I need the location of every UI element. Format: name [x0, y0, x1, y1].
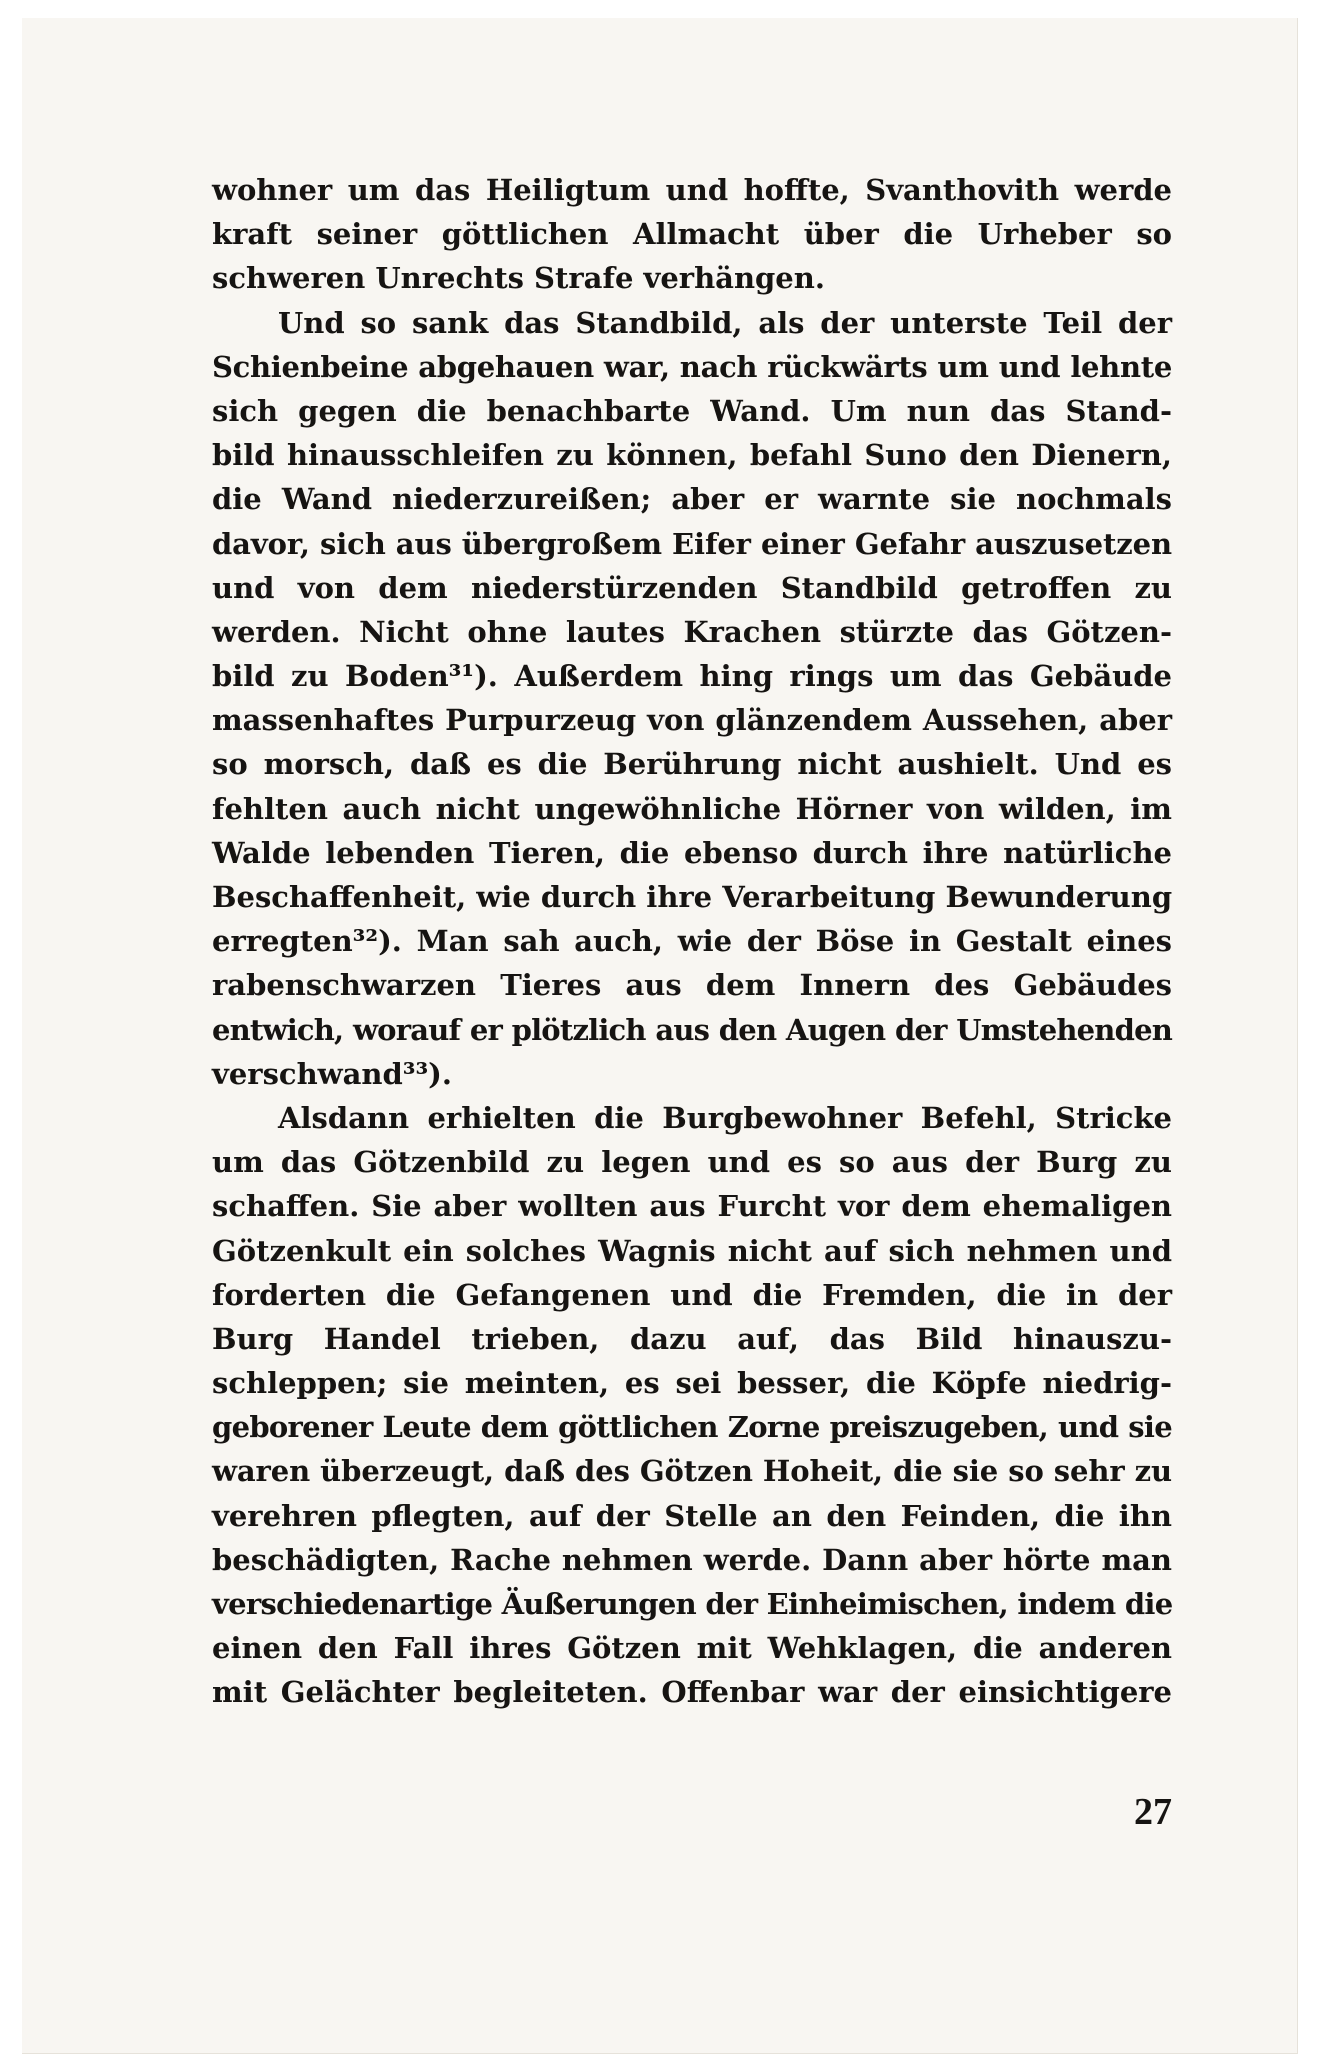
text-line: waren überzeugt, daß des Götzen Hoheit, die sie so sehr zu	[212, 1454, 1172, 1489]
text-line: Beschaffenheit, wie durch ihre Verarbeitung Bewunderung	[212, 880, 1173, 914]
text-line: schweren Unrechts Strafe verhängen.	[212, 261, 825, 296]
text-line: und von dem niederstürzenden Standbild getroffen zu	[212, 570, 1172, 605]
text-line: erregten³²). Man sah auch, wie der Böse in Gestalt eines	[212, 924, 1172, 959]
text-line: verehren pflegten, auf der Stelle an den Feinden, die ihn	[212, 1498, 1172, 1533]
text-line: um das Götzenbild zu legen und es so aus der Burg zu	[212, 1145, 1172, 1180]
text-line: Götzenkult ein solches Wagnis nicht auf sich nehmen und	[212, 1233, 1172, 1268]
text-line: fehlten auch nicht ungewöhnliche Hörner von wilden, im	[212, 791, 1172, 826]
text-line: beschädigten, Rache nehmen werde. Dann aber hörte man	[212, 1542, 1172, 1577]
text-line: mit Gelächter begleiteten. Offenbar war der einsichtigere	[212, 1675, 1172, 1710]
text-line: Walde lebenden Tieren, die ebenso durch ihre natürliche	[212, 835, 1172, 870]
paragraph-1	[212, 168, 1172, 301]
text-line: die Wand niederzureißen; aber er warnte sie nochmals	[212, 482, 1172, 517]
text-line: schleppen; sie meinten, es sei besser, die Köpfe niedrig-	[212, 1366, 1172, 1401]
text-line: verschiedenartige Äußerungen der Einheimischen, indem die	[212, 1587, 1173, 1621]
text-line: rabenschwarzen Tieres aus dem Innern des Gebäudes	[212, 968, 1172, 1003]
text-line: davor, sich aus übergroßem Eifer einer Gefahr auszusetzen	[212, 526, 1172, 561]
paragraph-3	[212, 1096, 1172, 1715]
paragraph-2	[212, 301, 1172, 1096]
text-line: entwich, worauf er plötzlich aus den Augen der Umstehenden	[212, 1012, 1172, 1047]
text-line: werden. Nicht ohne lautes Krachen stürzte das Götzen-	[212, 614, 1172, 649]
text-line: so morsch, daß es die Berührung nicht aushielt. Und es	[212, 747, 1172, 782]
text-line: wohner um das Heiligtum und hoffte, Svanthovith werde	[212, 173, 1172, 207]
text-line: kraft seiner göttlichen Allmacht über die Urheber so	[212, 217, 1172, 252]
text-line: verschwand³³).	[212, 1056, 452, 1091]
text-line: Alsdann erhielten die Burgbewohner Befehl, Stricke	[278, 1100, 1172, 1135]
text-line: Schienbeine abgehauen war, nach rückwärts um und lehnte	[212, 349, 1172, 384]
text-line: forderten die Gefangenen und die Fremden, die in der	[212, 1277, 1172, 1312]
text-line: einen den Fall ihres Götzen mit Wehklagen, die anderen	[212, 1631, 1172, 1666]
text-line: Und so sank das Standbild, als der unterste Teil der	[278, 305, 1172, 340]
text-line: bild hinausschleifen zu können, befahl Suno den Dienern,	[212, 438, 1172, 473]
text-line: sich gegen die benachbarte Wand. Um nun das Stand-	[212, 393, 1172, 428]
text-line: schaffen. Sie aber wollten aus Furcht vor dem ehemaligen	[212, 1189, 1172, 1224]
text-line: massenhaftes Purpurzeug von glänzendem Aussehen, aber	[212, 703, 1172, 738]
body-text	[212, 168, 1172, 1715]
book-page	[22, 18, 1298, 2054]
page-number: 27	[1134, 1791, 1172, 1833]
text-line: Burg Handel trieben, dazu auf, das Bild hinauszu-	[212, 1321, 1172, 1356]
text-line: geborener Leute dem göttlichen Zorne preiszugeben, und sie	[212, 1410, 1172, 1445]
text-line: bild zu Boden³¹). Außerdem hing rings um das Gebäude	[212, 659, 1172, 694]
